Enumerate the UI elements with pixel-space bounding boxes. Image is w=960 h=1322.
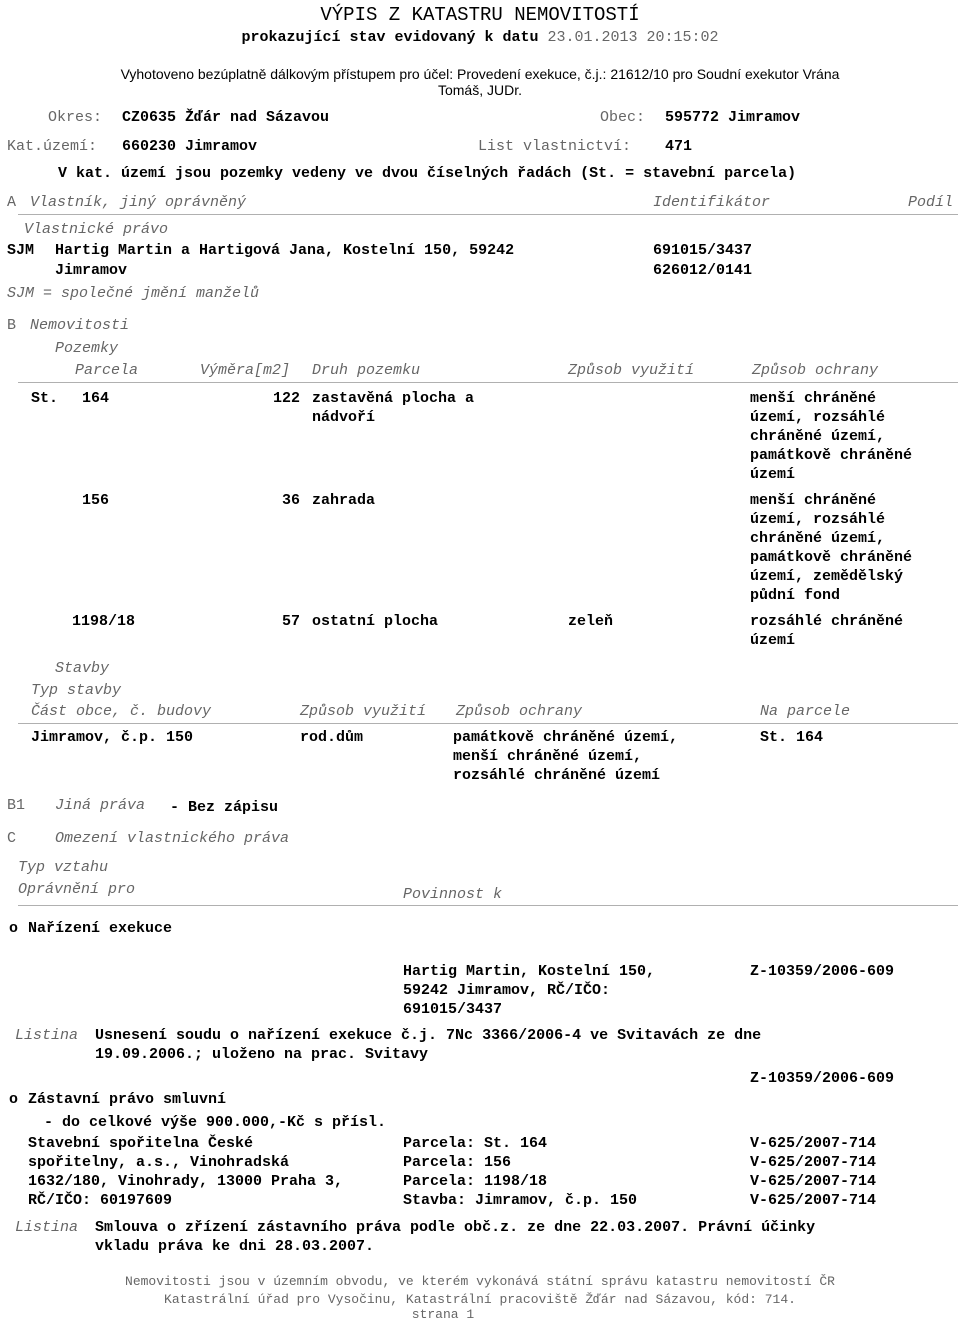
- okres-label: Okres:: [48, 109, 103, 126]
- building-protection: [453, 728, 678, 785]
- col-vyuziti: Způsob využití: [568, 362, 695, 379]
- entry-2-ref-line: V-625/2007-714: [750, 1173, 877, 1190]
- generated-note: [0, 66, 960, 98]
- parcel-2-number: 156: [82, 492, 110, 509]
- parcel-1-protection-line: chráněné území,: [750, 428, 886, 445]
- entry-1-listina-label: Listina: [15, 1027, 79, 1044]
- col-stavba-vyuziti: Způsob využití: [300, 703, 427, 720]
- section-b1-letter: B1: [7, 797, 26, 814]
- parcel-2-type: zahrada: [312, 492, 376, 509]
- owner-name-line1: Hartig Martin a Hartigová Jana, Kostelní 150, 59242: [55, 242, 515, 259]
- parcel-2-protection-line: území, rozsáhlé: [750, 511, 886, 528]
- entry-2-creditor-line: Stavební spořitelna České: [28, 1135, 254, 1152]
- parcel-3-protection: [750, 612, 903, 650]
- footer-line1: Nemovitosti jsou v územním obvodu, ve kterém vykonává státní správu katastru nemovitostí ČR: [125, 1274, 835, 1289]
- stavby-title: Stavby: [55, 660, 110, 677]
- lv-value: 471: [665, 138, 693, 155]
- section-b1-value: - Bez zápisu: [170, 799, 279, 816]
- identifikator-header: Identifikátor: [653, 194, 771, 211]
- section-b1-title: Jiná práva: [55, 797, 146, 814]
- entry-1-party: [403, 962, 655, 1019]
- building-protection-line: rozsáhlé chráněné území: [453, 767, 661, 784]
- entry-1-ref-2: Z-10359/2006-609: [750, 1070, 895, 1087]
- section-a-letter: A: [7, 194, 17, 211]
- parcel-2-area: 36: [281, 492, 300, 509]
- entry-2-listina-label: Listina: [15, 1219, 79, 1236]
- parcel-1-protection-line: území, rozsáhlé: [750, 409, 886, 426]
- obec-value: 595772 Jimramov: [665, 109, 801, 126]
- obec-label: Obec:: [600, 109, 646, 126]
- col-druh: Druh pozemku: [312, 362, 421, 379]
- parcel-3-area: 57: [281, 613, 300, 630]
- entry-1-party-line: Hartig Martin, Kostelní 150,: [403, 963, 656, 980]
- parcel-3-number: 1198/18: [72, 613, 136, 630]
- section-c-letter: C: [7, 830, 17, 847]
- section-b-letter: B: [7, 317, 17, 334]
- entry-1-bullet: o: [9, 920, 19, 937]
- typ-vztahu-label: Typ vztahu: [18, 859, 109, 876]
- parcel-1-type-line: zastavěná plocha a: [312, 390, 475, 407]
- parcel-2-protection: [750, 491, 912, 605]
- parcel-2-protection-line: památkově chráněné: [750, 549, 913, 566]
- pozemky-header-separator: [18, 382, 958, 383]
- podil-header: Podíl: [908, 194, 954, 211]
- entry-2-creditor-line: RČ/IČO: 60197609: [28, 1192, 173, 1209]
- snapshot-date: 23.01.2013 20:15:02: [547, 29, 719, 46]
- parcel-3-type: ostatní plocha: [312, 613, 439, 630]
- entry-2-title: Zástavní právo smluvní: [28, 1091, 227, 1108]
- building-protection-line: menší chráněné území,: [453, 748, 643, 765]
- povinnost-k-label: Povinnost k: [403, 886, 503, 903]
- entry-2-object-line: Stavba: Jimramov, č.p. 150: [403, 1192, 638, 1209]
- subtitle-prefix: prokazující stav evidovaný k datu: [241, 29, 539, 46]
- typ-stavby-label: Typ stavby: [31, 682, 122, 699]
- owner-name-line2: Jimramov: [55, 262, 128, 279]
- entry-2-ref-line: V-625/2007-714: [750, 1192, 877, 1209]
- col-vymera: Výměra[m2]: [200, 362, 291, 379]
- parcel-1-area: 122: [272, 390, 300, 407]
- entry-2-amount: - do celkové výše 900.000,-Kč s přísl.: [44, 1114, 387, 1131]
- opravneni-pro-label: Oprávnění pro: [18, 881, 136, 898]
- col-parcela: Parcela: [75, 362, 139, 379]
- generated-note-line2: Tomáš, JUDr.: [437, 82, 522, 98]
- entry-2-object-line: Parcela: St. 164: [403, 1135, 548, 1152]
- entry-2-object-line: Parcela: 156: [403, 1154, 512, 1171]
- entry-1-ref: Z-10359/2006-609: [750, 963, 895, 980]
- pozemky-title: Pozemky: [55, 340, 119, 357]
- parcel-1-protection-line: památkově chráněné: [750, 447, 913, 464]
- parcel-3-protection-line: území: [750, 632, 796, 649]
- owner-id-2: 626012/0141: [653, 262, 753, 279]
- col-cast-obce: Část obce, č. budovy: [31, 703, 212, 720]
- parcel-1-type: [312, 389, 474, 427]
- okres-value: CZ0635 Žďár nad Sázavou: [122, 109, 330, 126]
- entry-1-listina-line1: Usnesení soudu o nařízení exekuce č.j. 7Nc 3366/2006-4 ve Svitavách ze dne: [95, 1027, 762, 1044]
- parcel-1-prefix: St.: [31, 390, 59, 407]
- entry-1-party-line: 59242 Jimramov, RČ/IČO:: [403, 982, 611, 999]
- document-subtitle: [0, 28, 960, 47]
- entry-1-party-line: 691015/3437: [403, 1001, 503, 1018]
- parcel-1-protection-line: území: [750, 466, 796, 483]
- owner-id-1: 691015/3437: [653, 242, 753, 259]
- entry-2-creditor: [28, 1134, 343, 1210]
- entry-2-object-line: Parcela: 1198/18: [403, 1173, 548, 1190]
- parcel-series-note: V kat. území jsou pozemky vedeny ve dvou číselných řadách (St. = stavební parcela): [58, 165, 797, 182]
- lv-label: List vlastnictví:: [478, 138, 632, 155]
- parcel-1-type-line: nádvoří: [312, 409, 376, 426]
- document-title: VÝPIS Z KATASTRU NEMOVITOSTÍ: [320, 4, 640, 26]
- building-usage: rod.dům: [300, 729, 364, 746]
- katuzemi-label: Kat.území:: [7, 138, 98, 155]
- entry-1-title: Nařízení exekuce: [28, 920, 173, 937]
- parcel-2-protection-line: chráněné území,: [750, 530, 886, 547]
- section-c-separator: [18, 905, 958, 906]
- section-b-title: Nemovitosti: [30, 317, 130, 334]
- col-ochrana: Způsob ochrany: [752, 362, 879, 379]
- entry-2-bullet: o: [9, 1091, 19, 1108]
- section-a-separator: [18, 214, 958, 215]
- footer-line2: Katastrální úřad pro Vysočinu, Katastrální pracoviště Žďár nad Sázavou, kód: 714.: [164, 1292, 796, 1307]
- parcel-3-protection-line: rozsáhlé chráněné: [750, 613, 904, 630]
- entry-1-listina-line2: 19.09.2006.; uloženo na prac. Svitavy: [95, 1046, 429, 1063]
- page-number: strana 1: [411, 1307, 475, 1322]
- parcel-3-usage: zeleň: [568, 613, 614, 630]
- entry-2-creditor-line: spořitelny, a.s., Vinohradská: [28, 1154, 290, 1171]
- entry-2-ref-line: V-625/2007-714: [750, 1135, 877, 1152]
- owner-type: SJM: [7, 242, 35, 259]
- stavby-header-separator: [18, 723, 958, 724]
- sjm-legend: SJM = společné jmění manželů: [7, 285, 260, 302]
- parcel-1-protection-line: menší chráněné: [750, 390, 877, 407]
- entry-2-ref-line: V-625/2007-714: [750, 1154, 877, 1171]
- parcel-2-protection-line: území, zemědělský: [750, 568, 904, 585]
- building-parcel: St. 164: [760, 729, 824, 746]
- section-c-title: Omezení vlastnického práva: [55, 830, 290, 847]
- parcel-1-protection: [750, 389, 912, 484]
- katuzemi-value: 660230 Jimramov: [122, 138, 258, 155]
- col-stavba-ochrana: Způsob ochrany: [456, 703, 583, 720]
- parcel-2-protection-line: půdní fond: [750, 587, 841, 604]
- entry-2-objects: [403, 1134, 637, 1210]
- entry-2-refs: [750, 1134, 876, 1210]
- parcel-1-number: 164: [82, 390, 110, 407]
- entry-2-listina-line1: Smlouva o zřízení zástavního práva podle obč.z. ze dne 22.03.2007. Právní účinky: [95, 1219, 816, 1236]
- building-location: Jimramov, č.p. 150: [31, 729, 194, 746]
- building-protection-line: památkově chráněné území,: [453, 729, 679, 746]
- entry-2-creditor-line: 1632/180, Vinohrady, 13000 Praha 3,: [28, 1173, 344, 1190]
- vlastnicke-pravo-title: Vlastnické právo: [24, 221, 169, 238]
- section-a-title: Vlastník, jiný oprávněný: [30, 194, 247, 211]
- generated-note-line1: Vyhotoveno bezúplatně dálkovým přístupem pro účel: Provedení exekuce, č.j.: 21612/10 pro Soudní exekutor Vrána: [120, 66, 840, 82]
- parcel-2-protection-line: menší chráněné: [750, 492, 877, 509]
- col-na-parcele: Na parcele: [760, 703, 851, 720]
- entry-2-listina-line2: vkladu práva ke dni 28.03.2007.: [95, 1238, 375, 1255]
